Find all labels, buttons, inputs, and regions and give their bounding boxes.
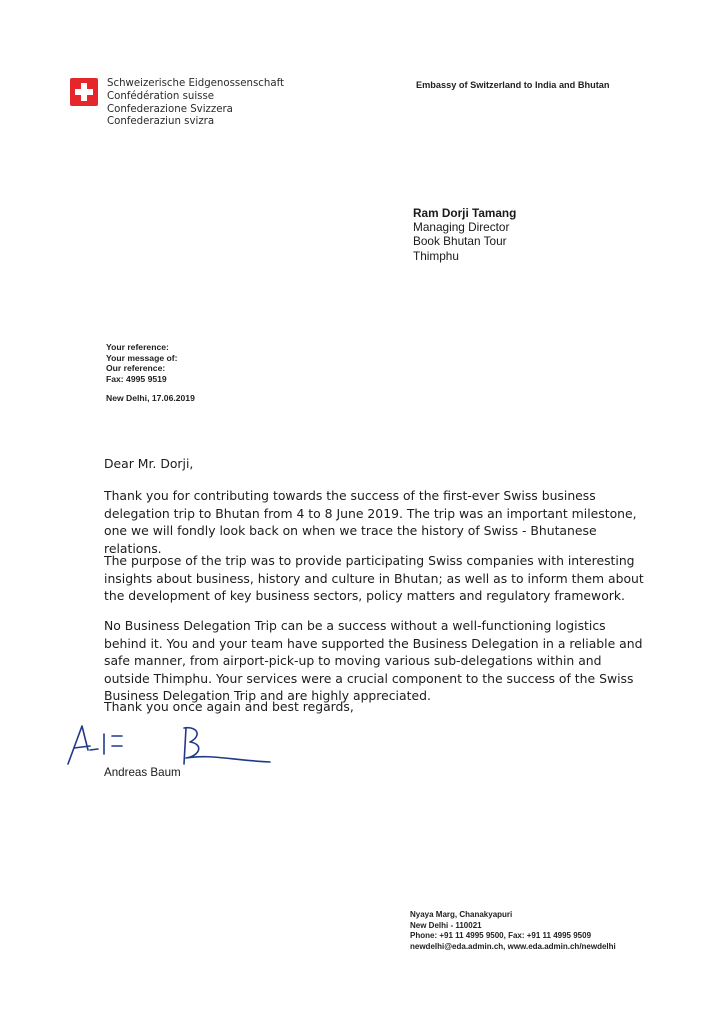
closing-line: Thank you once again and best regards,: [104, 699, 354, 714]
swiss-flag-logo: [70, 78, 98, 106]
signer-name: Andreas Baum: [104, 766, 181, 779]
letterhead-line: Confederaziun svizra: [107, 116, 215, 128]
recipient-name: Ram Dorji Tamang: [413, 206, 517, 220]
your-reference: Your reference:: [106, 342, 169, 352]
letterhead-line: Confédération suisse: [107, 90, 215, 102]
footer-address-line: New Delhi - 110021: [410, 920, 482, 930]
footer-address-line: Nyaya Marg, Chanakyapuri: [410, 910, 513, 919]
your-message: Your message of:: [106, 352, 178, 363]
fax-number: Fax: 4995 9519: [106, 373, 167, 384]
embassy-address-footer: [410, 910, 616, 952]
handwritten-signature: [60, 720, 280, 772]
letterhead-line: Confederazione Svizzera: [107, 103, 233, 115]
our-reference: Our reference:: [106, 363, 166, 374]
letter-date: New Delhi, 17.06.2019: [106, 393, 195, 403]
recipient-title: Managing Director: [413, 220, 510, 235]
body-paragraph: Thank you for contributing towards the success of the first-ever Swiss business delegation trip to Bhutan from 4 to 8 June 2019. The trip was an important milestone, one we will fondly look back on when we trace the history of Swiss - Bhutanese relations.: [104, 488, 637, 556]
body-paragraph: No Business Delegation Trip can be a success without a well-functioning logistics behind it. You and your team have supported the Business Delegation in a reliable and safe manner, from airport-pick-up to moving various sub-delegations within and outside Thimphu. Your services were a crucial component to the success of the Swiss Business Delegation Trip and are highly appreciated.: [104, 618, 643, 704]
body-paragraph: The purpose of the trip was to provide participating Swiss companies with interesting insights about business, history and culture in Bhutan; as well as to inform them about the development of key business sectors, policy matters and regulatory framework.: [104, 553, 644, 604]
footer-phone: Phone: +91 11 4995 9500, Fax: +91 11 4995 9509: [410, 931, 592, 940]
reference-block: [106, 342, 177, 384]
footer-web: newdelhi@eda.admin.ch, www.eda.admin.ch/newdelhi: [410, 941, 616, 951]
salutation: Dear Mr. Dorji,: [104, 456, 194, 471]
letterhead-names: [107, 78, 284, 129]
recipient-company: Book Bhutan Tour: [413, 234, 507, 249]
recipient-city: Thimphu: [413, 248, 459, 263]
letterhead-line: Schweizerische Eidgenossenschaft: [107, 78, 284, 89]
embassy-name: Embassy of Switzerland to India and Bhutan: [416, 80, 610, 90]
recipient-address: [413, 206, 516, 263]
